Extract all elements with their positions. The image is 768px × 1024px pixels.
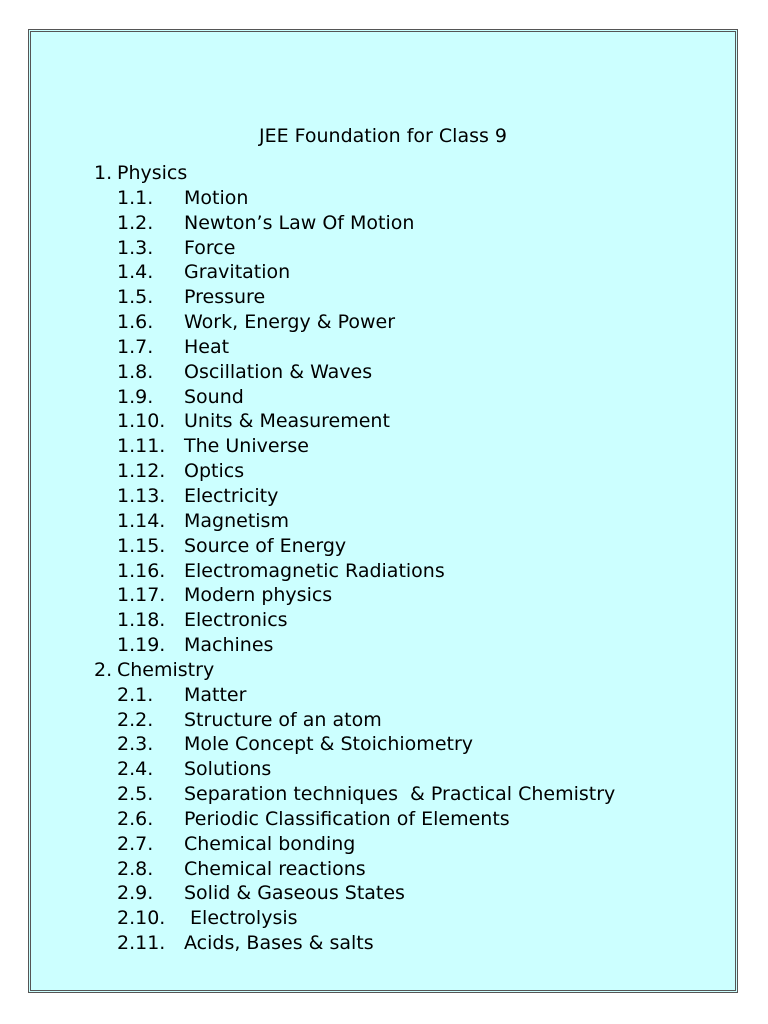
list-item — [31, 559, 735, 584]
item-label: Gravitation — [184, 261, 291, 284]
list-item — [31, 906, 735, 931]
list-item — [31, 881, 735, 906]
section-heading — [31, 161, 735, 186]
item-number: 2.5. — [117, 783, 154, 806]
list-item — [31, 832, 735, 857]
item-label: Electricity — [184, 484, 279, 507]
table-of-contents — [31, 161, 735, 956]
list-item — [31, 534, 735, 559]
item-label: The Universe — [184, 435, 309, 458]
list-item — [31, 285, 735, 310]
list-item — [31, 385, 735, 410]
item-label: Work, Energy & Power — [184, 311, 396, 334]
item-number: 1.9. — [117, 385, 154, 408]
item-number: 1.18. — [117, 609, 166, 632]
item-number: 2.9. — [117, 882, 154, 905]
item-number: 2.10. — [117, 907, 166, 930]
item-number: 2.6. — [117, 807, 154, 830]
item-number: 1.1. — [117, 186, 154, 209]
list-item — [31, 310, 735, 335]
item-number: 1.15. — [117, 534, 166, 557]
item-label: Pressure — [184, 286, 266, 309]
item-label: Electromagnetic Radiations — [184, 559, 445, 582]
item-number: 2.7. — [117, 832, 154, 855]
list-item — [31, 608, 735, 633]
item-label: Heat — [184, 335, 230, 358]
item-label: Acids, Bases & salts — [184, 932, 374, 955]
item-number: 1.5. — [117, 286, 154, 309]
item-number: 1.12. — [117, 460, 166, 483]
list-item — [31, 782, 735, 807]
item-label: Chemical bonding — [184, 832, 356, 855]
item-number: 1.6. — [117, 311, 154, 334]
list-item — [31, 583, 735, 608]
list-item — [31, 931, 735, 956]
list-item — [31, 459, 735, 484]
item-label: Chemical reactions — [184, 857, 366, 880]
list-item — [31, 409, 735, 434]
item-label: Solutions — [184, 758, 272, 781]
list-item — [31, 211, 735, 236]
list-item — [31, 732, 735, 757]
item-label: Units & Measurement — [184, 410, 390, 433]
item-number: 1.10. — [117, 410, 166, 433]
item-number: 2.8. — [117, 857, 154, 880]
item-label: Structure of an atom — [184, 708, 382, 731]
list-item — [31, 509, 735, 534]
list-item — [31, 236, 735, 261]
list-item — [31, 434, 735, 459]
item-label: Periodic Classification of Elements — [184, 807, 510, 830]
document-page — [28, 29, 738, 993]
item-number: 1.8. — [117, 360, 154, 383]
item-number: 1.2. — [117, 211, 154, 234]
section-number: 1. — [94, 162, 113, 184]
item-label: Modern physics — [184, 584, 333, 607]
section-label: Chemistry — [117, 658, 215, 681]
item-label: Source of Energy — [184, 534, 347, 557]
list-item — [31, 633, 735, 658]
item-label: Separation techniques & Practical Chemistry — [184, 783, 616, 806]
item-number: 1.14. — [117, 509, 166, 532]
list-item — [31, 857, 735, 882]
item-label: Newton’s Law Of Motion — [184, 211, 415, 234]
item-label: Oscillation & Waves — [184, 360, 373, 383]
item-label: Machines — [184, 634, 274, 657]
item-label: Electrolysis — [184, 907, 298, 930]
item-label: Force — [184, 236, 236, 259]
item-number: 2.3. — [117, 733, 154, 756]
list-item — [31, 757, 735, 782]
section-label: Physics — [117, 162, 188, 184]
item-number: 2.11. — [117, 932, 166, 955]
list-item — [31, 807, 735, 832]
item-number: 2.4. — [117, 758, 154, 781]
list-item — [31, 708, 735, 733]
list-item — [31, 335, 735, 360]
item-label: Solid & Gaseous States — [184, 882, 405, 905]
item-number: 1.13. — [117, 484, 166, 507]
item-number: 1.19. — [117, 634, 166, 657]
section-heading — [31, 658, 735, 683]
list-item — [31, 484, 735, 509]
item-number: 1.3. — [117, 236, 154, 259]
item-number: 2.2. — [117, 708, 154, 731]
item-number: 1.11. — [117, 435, 166, 458]
document-title: JEE Foundation for Class 9 — [258, 125, 508, 147]
item-label: Mole Concept & Stoichiometry — [184, 733, 474, 756]
item-number: 1.7. — [117, 335, 154, 358]
section-number: 2. — [94, 658, 113, 681]
list-item — [31, 683, 735, 708]
item-number: 1.16. — [117, 559, 166, 582]
item-number: 1.4. — [117, 261, 154, 284]
item-label: Magnetism — [184, 509, 289, 532]
list-item — [31, 260, 735, 285]
item-label: Sound — [184, 385, 244, 408]
item-label: Optics — [184, 460, 245, 483]
list-item — [31, 186, 735, 211]
item-label: Matter — [184, 683, 247, 706]
item-number: 2.1. — [117, 683, 154, 706]
item-number: 1.17. — [117, 584, 166, 607]
list-item — [31, 360, 735, 385]
item-label: Motion — [184, 186, 249, 209]
item-label: Electronics — [184, 609, 288, 632]
